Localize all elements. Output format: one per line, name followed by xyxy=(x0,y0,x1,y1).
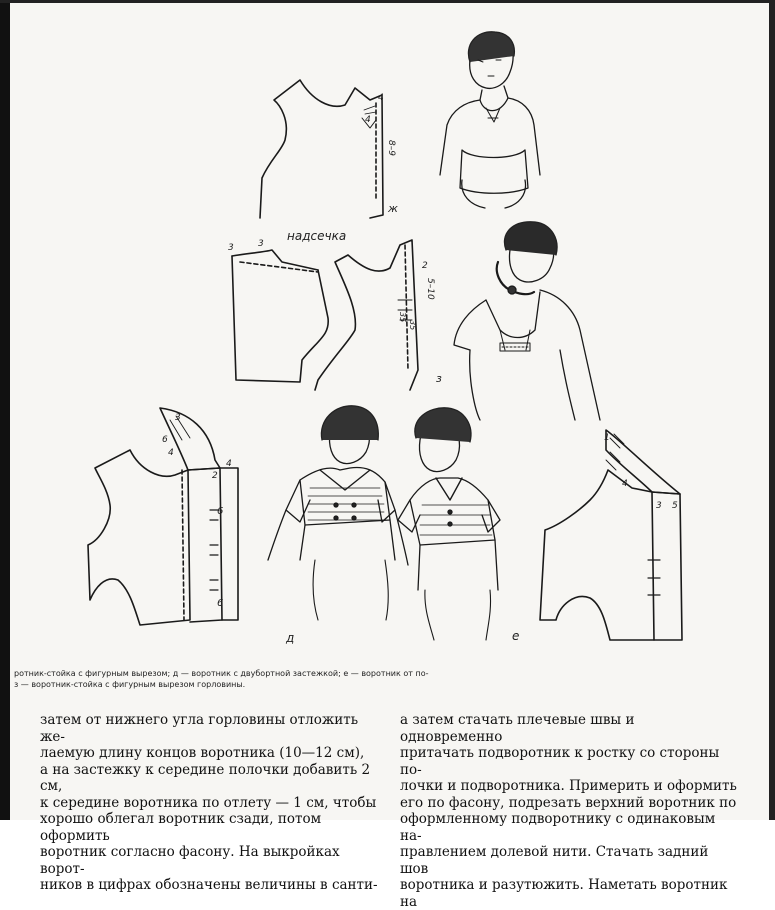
mark-e-1: 1 xyxy=(604,433,610,443)
right-line-4: его по фасону, подрезать верхний воротник по xyxy=(400,794,737,811)
text-column-right xyxy=(400,712,740,910)
mark-z-3a: 3 xyxy=(228,243,234,253)
mark-z-range: 5–10 xyxy=(425,278,435,300)
woman-illustration-4 xyxy=(398,408,519,643)
mark-zh-4b: 4 xyxy=(378,93,384,103)
mark-z-35a: 35 xyxy=(398,312,407,323)
mark-d-4a: 4 xyxy=(168,448,174,458)
pattern-zh xyxy=(260,80,398,218)
pattern-d xyxy=(88,408,294,645)
label-zh: ж xyxy=(388,202,398,215)
woman-illustration-3 xyxy=(268,406,408,620)
right-line-2: притачать подворотник к ростку со стороны по- xyxy=(400,745,720,778)
right-line-7: воротника и разутюжить. Наметать воротник на xyxy=(400,877,728,910)
right-line-3: лочки и подворотника. Примерить и оформить xyxy=(400,778,737,794)
pattern-z xyxy=(228,229,442,390)
left-line-3: а на застежку к середине полочки добавить 2 см, xyxy=(40,761,371,794)
mark-zh-4a: 4 xyxy=(365,115,371,125)
mark-e-3: 3 xyxy=(656,501,662,511)
left-line-2: лаемую длину концов воротника (10—12 см), xyxy=(40,745,365,761)
mark-d-6b: 6 xyxy=(217,506,224,517)
right-line-1: а затем стачать плечевые швы и одновременно xyxy=(400,712,635,745)
text-column-left xyxy=(40,712,385,894)
label-e: е xyxy=(512,629,520,643)
mark-z-35b: 35 xyxy=(408,320,417,331)
mark-d-6c: 6 xyxy=(217,598,224,609)
label-notch: надсечка xyxy=(287,229,347,243)
right-line-5: оформленному подворотнику с одинаковым на- xyxy=(400,811,716,844)
left-line-1: затем от нижнего угла горловины отложить же- xyxy=(40,712,359,745)
mark-z-3b: 3 xyxy=(258,239,264,249)
left-line-7: ников в цифрах обозначены величины в санти- xyxy=(40,877,378,893)
right-line-6: правлением долевой нити. Стачать задний шов xyxy=(400,844,709,877)
woman-illustration-2 xyxy=(454,222,600,420)
mark-e-4: 4 xyxy=(622,479,628,489)
left-line-4: к середине воротника по отлету — 1 см, чтобы xyxy=(40,794,377,811)
left-line-5: хорошо облегал воротник сзади, потом оформить xyxy=(40,811,322,844)
caption-line-1: ротник-стойка с фигурным вырезом; д — воротник с двубортной застежкой; е — воротник от по- xyxy=(14,669,429,678)
woman-illustration-1 xyxy=(440,32,540,208)
mark-d-2: 2 xyxy=(212,471,218,481)
figure-caption xyxy=(14,668,754,690)
label-d: д xyxy=(286,631,295,645)
mark-d-4b: 4 xyxy=(226,459,232,469)
label-z: з xyxy=(436,372,442,385)
caption-line-2: з — воротник-стойка с фигурным вырезом горловины. xyxy=(14,680,246,689)
mark-d-6a: 6 xyxy=(162,435,168,445)
mark-z-2: 2 xyxy=(422,261,428,271)
left-line-6: воротник согласно фасону. На выкройках ворот- xyxy=(40,844,340,877)
mark-zh-range: 8–9 xyxy=(386,140,396,156)
pattern-e xyxy=(540,430,682,640)
mark-e-5: 5 xyxy=(672,501,678,511)
mark-d-3: 3 xyxy=(175,413,181,423)
